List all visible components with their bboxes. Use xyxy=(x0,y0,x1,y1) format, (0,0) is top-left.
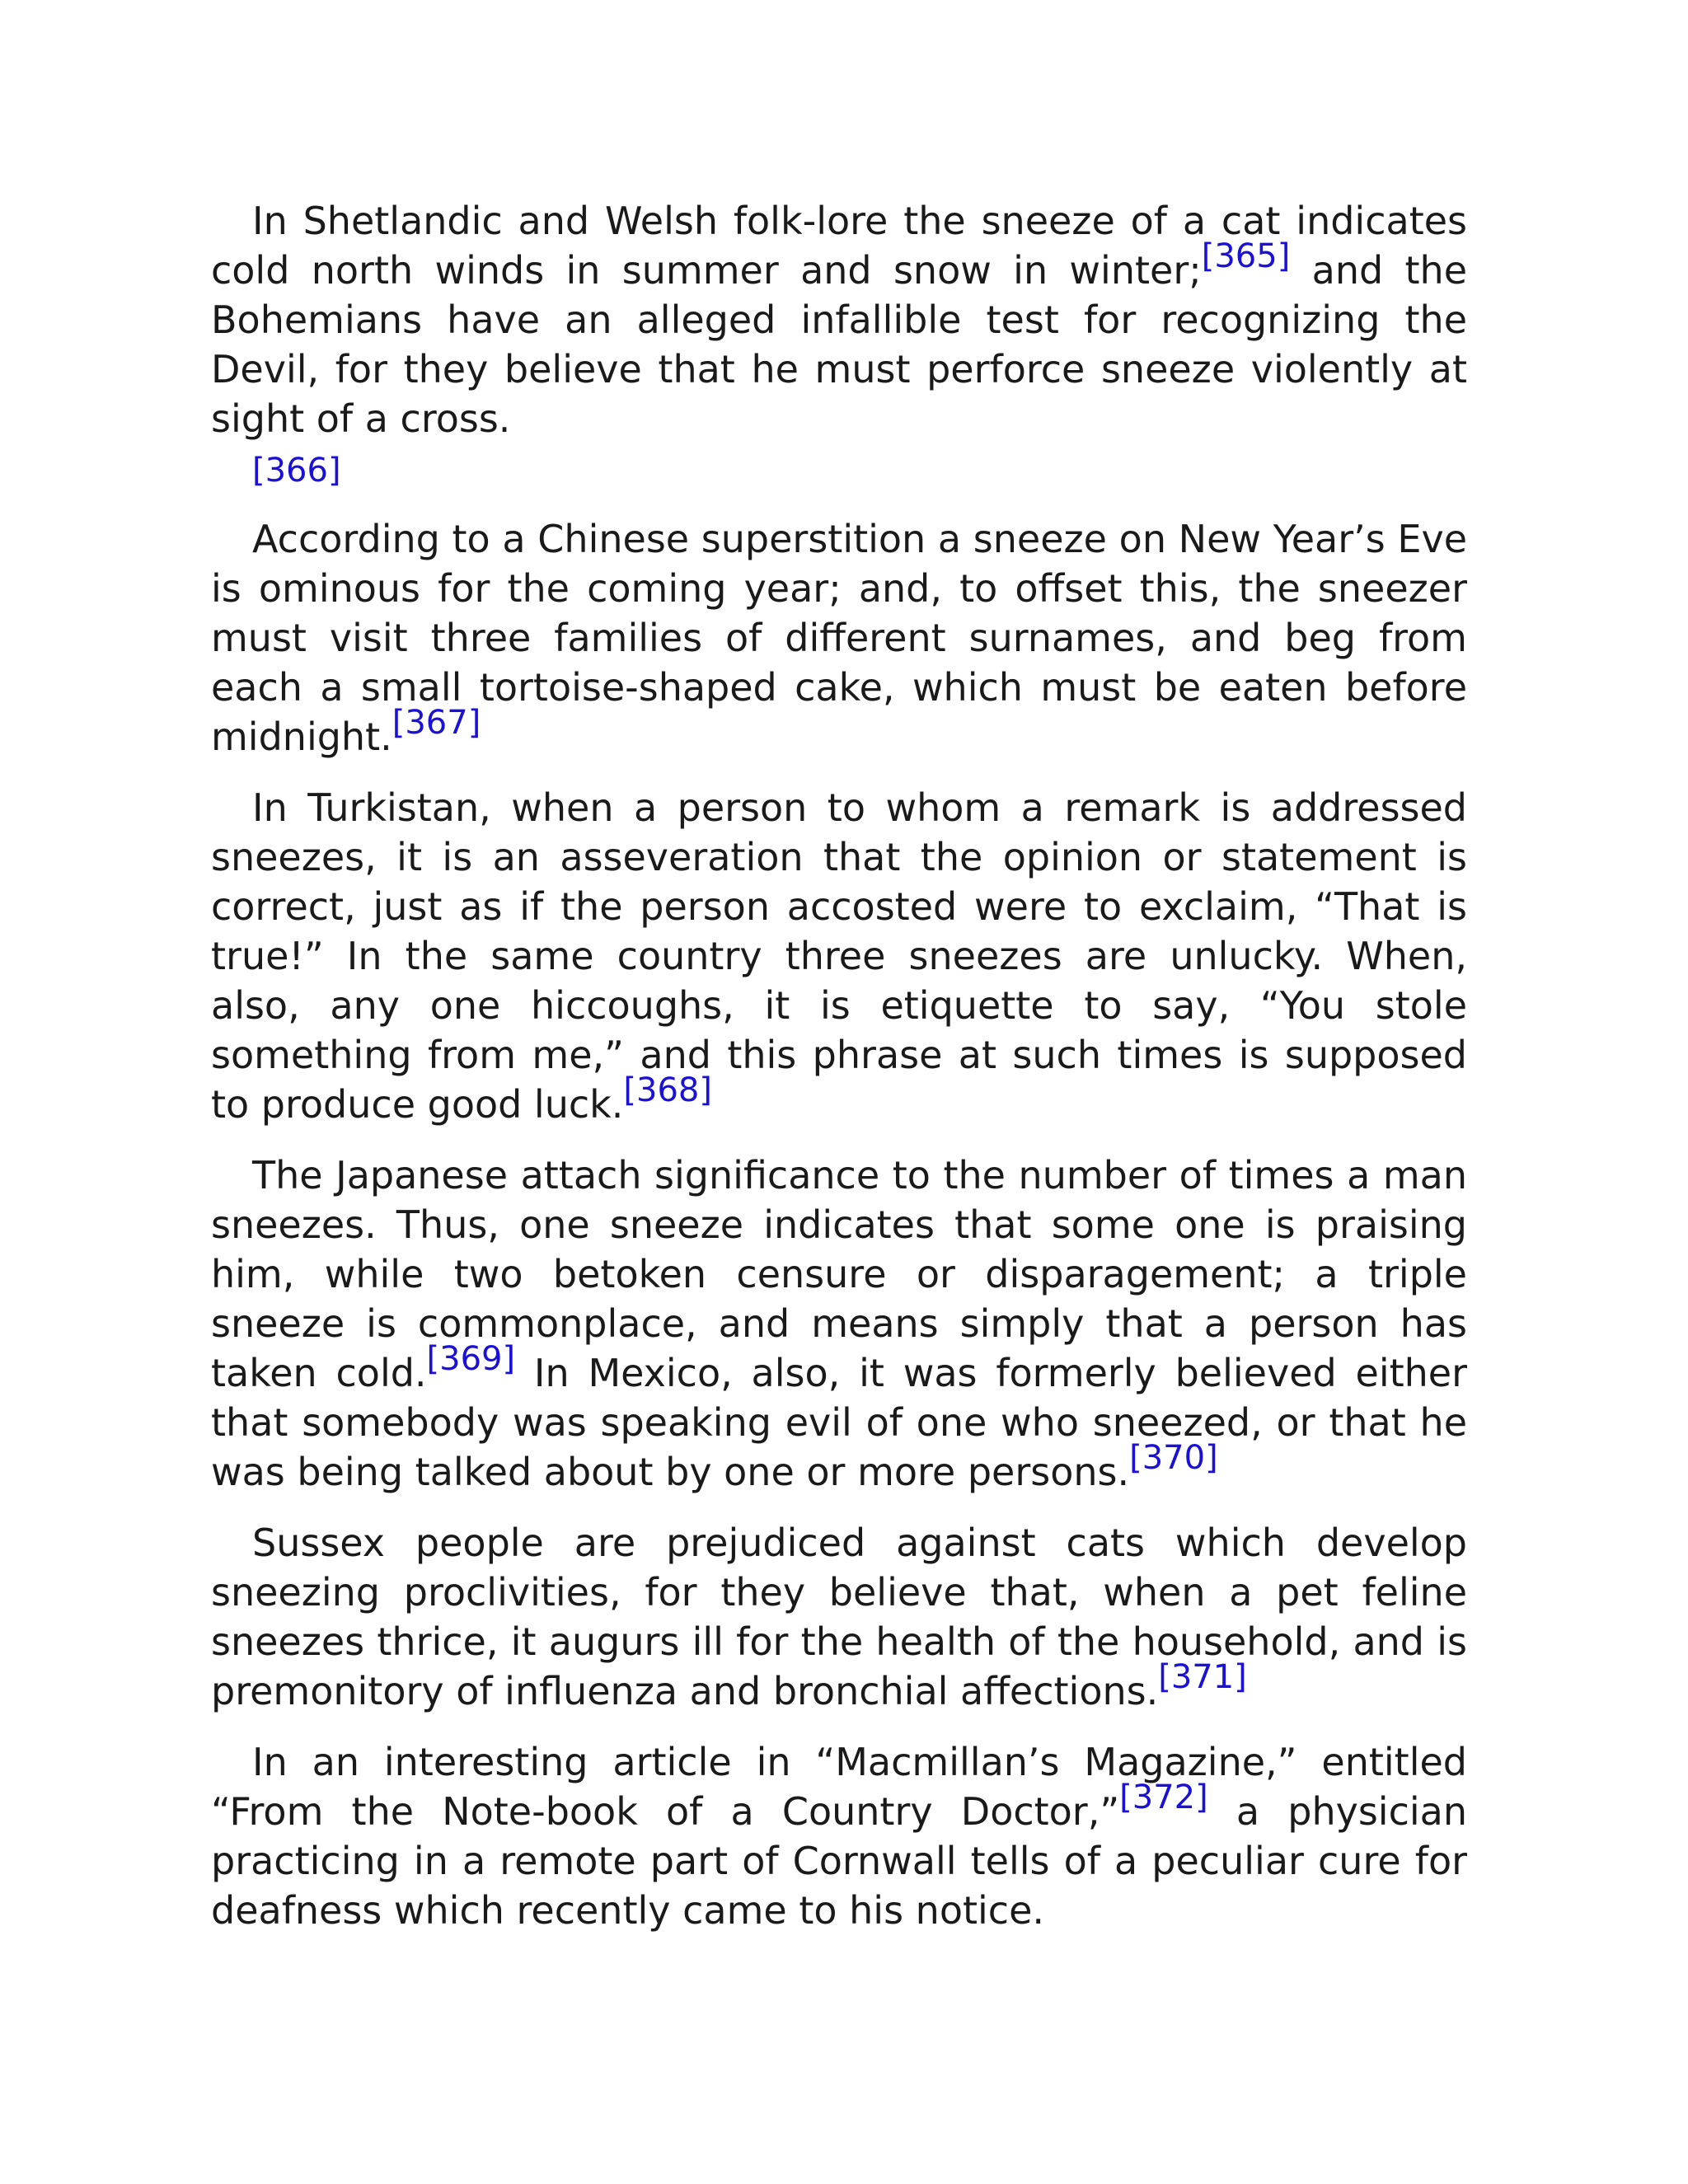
paragraph-chinese-superstition xyxy=(211,514,1467,762)
paragraph-japanese-mexico xyxy=(211,1151,1467,1497)
paragraph-text: According to a Chinese superstition a sneeze on New Year’s Eve is ominous for the coming year; and, to offset this, the sneezer must visit three families of different surnames, and beg from each a small tortoise-shaped cake, which must be eaten before midnight. xyxy=(211,517,1467,759)
footnote-link-367[interactable]: [367] xyxy=(392,704,481,742)
paragraph-macmillans-magazine xyxy=(211,1737,1467,1935)
footnote-link-368[interactable]: [368] xyxy=(623,1071,712,1109)
footnote-link-369[interactable]: [369] xyxy=(426,1340,516,1378)
paragraph-shetlandic-folklore xyxy=(211,196,1467,493)
paragraph-text: Sussex people are prejudiced against cats which develop sneezing proclivities, for they believe that, when a pet feline sneezes thrice, it augurs ill for the health of the household, and is premonitory of influenza and bronchial affections. xyxy=(211,1521,1467,1713)
footnote-link-366[interactable]: [366] xyxy=(252,452,341,490)
paragraph-sussex-cats xyxy=(211,1518,1467,1716)
footnote-link-371[interactable]: [371] xyxy=(1158,1658,1247,1696)
paragraph-text: In Mexico, also, it was formerly believed either that somebody was speaking evil of one who sneezed, or that he was being talked about by one or more persons. xyxy=(211,1351,1467,1494)
paragraph-text: In Shetlandic and Welsh folk-lore the sneeze of a cat indicates cold north winds in summer and snow in winter; xyxy=(211,199,1467,293)
paragraph-text: and the Bohemians have an alleged infallible test for recognizing the Devil, for they believe that he must perforce sneeze violently at sight of a cross. xyxy=(211,248,1467,441)
paragraph-text: In an interesting article in “Macmillan’s Magazine,” entitled “From the Note-book of a Country Doctor,” xyxy=(211,1740,1467,1834)
footnote-link-365[interactable]: [365] xyxy=(1201,237,1291,275)
footnote-link-370[interactable]: [370] xyxy=(1129,1439,1218,1477)
paragraph-text: In Turkistan, when a person to whom a remark is addressed sneezes, it is an asseveration that the opinion or statement is correct, just as if the person accosted were to exclaim, “That is true!” In the same country three sneezes are unlucky. When, also, any one hiccoughs, it is etiquette to say, “You stole something from me,” and this phrase at such times is supposed to produce good luck. xyxy=(211,785,1467,1127)
paragraph-text: a physician practicing in a remote part of Cornwall tells of a peculiar cure for deafness which recently came to his notice. xyxy=(211,1789,1467,1933)
footnote-link-372[interactable]: [372] xyxy=(1119,1779,1208,1816)
paragraph-text: The Japanese attach significance to the number of times a man sneezes. Thus, one sneeze indicates that some one is praising him, while two betoken censure or disparagement; a triple sneeze is commonplace, and means simply that a person has taken cold. xyxy=(211,1153,1467,1395)
document-body xyxy=(211,196,1467,1935)
paragraph-turkistan xyxy=(211,783,1467,1129)
